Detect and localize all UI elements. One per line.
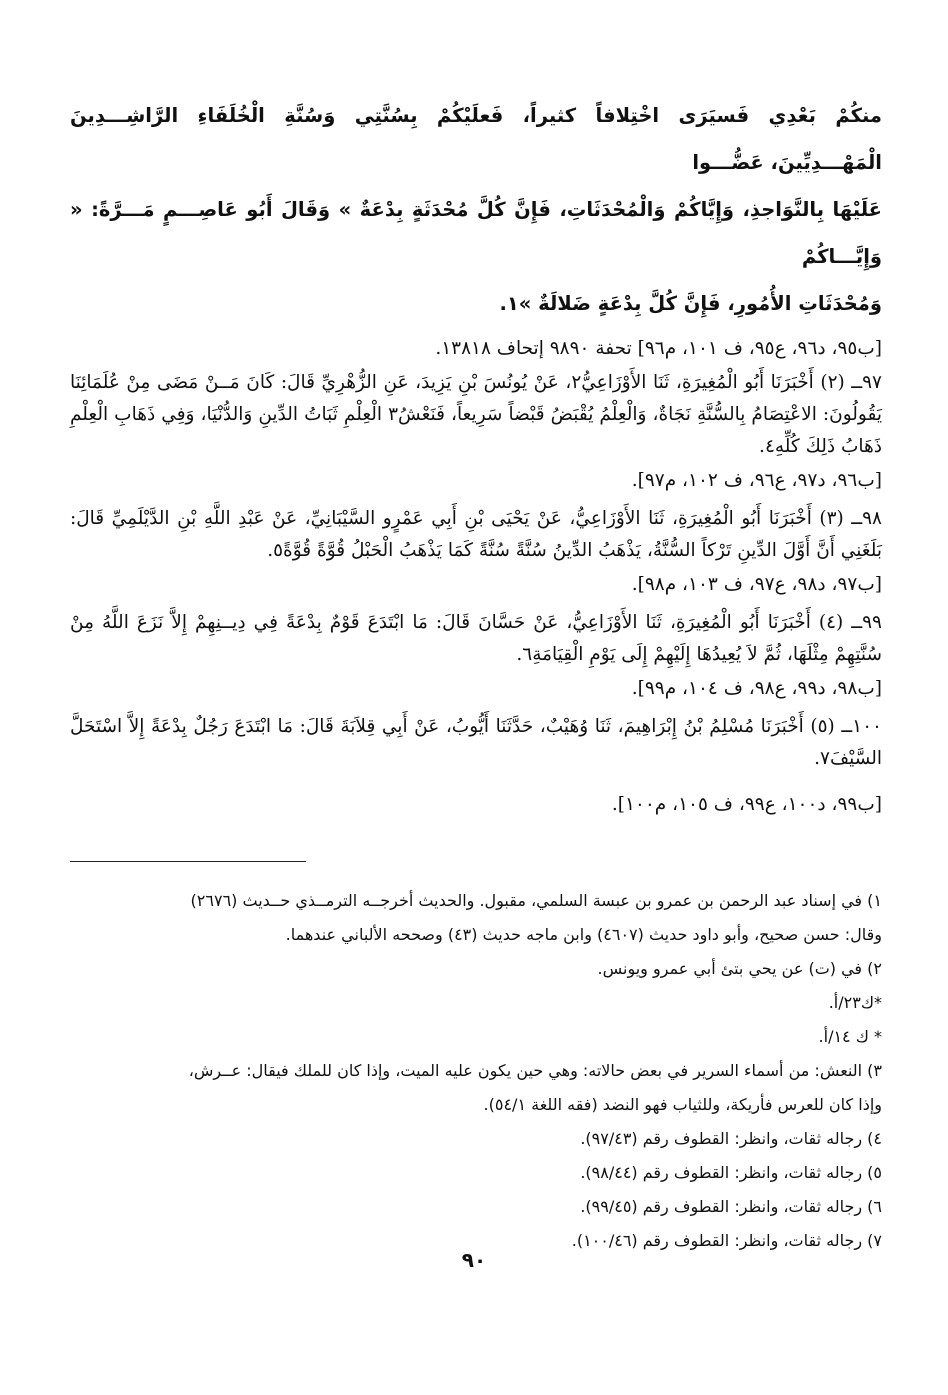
page-number: ٩٠ bbox=[461, 1248, 487, 1272]
hadith-continuation bbox=[70, 92, 882, 327]
page-body bbox=[70, 92, 882, 1258]
text-line: عَلَيْهَا بِالنَّوَاجذِ، وَإِيَّاكُمْ وَالْمُحْدَثَاتِ، فَإِنَّ كُلَّ مُحْدَثَةٍ بِدْعَةٌ » وَقَالَ أَبُو عَاصِـــمٍ مَـــرَّةً: « وَإِيَّـــاكُمْ bbox=[70, 198, 882, 268]
footnote-separator bbox=[70, 861, 306, 862]
hadith-100: ١٠٠ــ (٥) أَخْبَرَنَا مُسْلِمُ بْنُ إِبْرَاهِيمَ، ثَنَا وُهَيْبٌ، حَدَّثَنَا أَيُّوبُ، عَنْ أَبِي قِلاَبَةَ قَالَ: مَا ابْتَدَعَ رَجُلٌ بِدْعَةً إِلاَّ اسْتَحَلَّ السَّيْفَ٧. bbox=[70, 716, 882, 769]
reference-line: [ب٩٦، د٩٧، ع٩٦، ف ١٠٢، م٩٧]. bbox=[631, 470, 882, 491]
footnote-6: ٦) رجاله ثقات، وانظر: القطوف رقم (٩٩/٤٥). bbox=[580, 1197, 882, 1216]
hadith-99: ٩٩ــ (٤) أَخْبَرَنَا أَبُو الْمُغِيرَةِ، ثَنَا الأَوْزَاعِيُّ، عَنْ حَسَّانَ قَالَ: مَا ابْتَدَعَ قَوْمٌ بِدْعَةً فِي دِيــنِهِمْ إِلاَّ نَزَعَ اللَّهُ مِنْ سُنَّتِهِمْ مِثْلَهَا، ثُمَّ لاَ يُعِيدُهَا إِلَيْهِمْ إِلَى يَوْمِ الْقِيَامَةِ٦. bbox=[70, 612, 882, 665]
footnote-1-cont: وقال: حسن صحيح، وأبو داود حديث (٤٦٠٧) وابن ماجه حديث (٤٣) وصححه الألباني عندهما. bbox=[285, 925, 882, 944]
footnote-5: ٥) رجاله ثقات، وانظر: القطوف رقم (٩٨/٤٤). bbox=[580, 1163, 882, 1182]
footnote-3-cont: وإذا كان للعرس فأريكة، وللثياب فهو النضد (فقه اللغة ٥٤/١). bbox=[483, 1095, 882, 1114]
footnote-2: ٢) في (ت) عن يحي بتئ أبي عمرو ويونس. bbox=[597, 959, 882, 978]
text-line: منكُمْ بَعْدِي فَسيَرَى اخْتِلافاً كثيراً، فَعلَيْكُمْ بِسُنَّتِي وَسُنَّةِ الْخُلَفَاءِ الرَّاشِـــدِينَ الْمَهْـــدِيِّينَ، عَضُّـــوا bbox=[70, 104, 882, 174]
hadith-97: ٩٧ــ (٢) أَخْبَرَنَا أَبُو الْمُغِيرَةِ، ثَنَا الأَوْزَاعِيُّ٢، عَنْ يُونُسَ بْنِ يَزِيدَ، عَنِ الزُّهْرِيِّ قَالَ: كَانَ مَــنْ مَضَى مِنْ عُلَمَائِنَا يَقُولُونَ: الاعْتِصَامُ بِالسُّنَّةِ نَجَاةٌ، وَالْعِلْمُ يُقْبَضُ قَبْضاً سَرِيعاً، فَنَعْشُ٣ الْعِلْمِ ثَبَاتُ الدِّينِ وَالدُّنْيَا، وَفِي ذَهَابِ الْعِلْمِ ذَهَابُ ذَلِكَ كُلِّهِ٤. bbox=[70, 372, 882, 457]
footnote-4: ٤) رجاله ثقات، وانظر: القطوف رقم (٩٧/٤٣). bbox=[580, 1129, 882, 1148]
footnotes bbox=[70, 884, 882, 1258]
footnote-7: ٧) رجاله ثقات، وانظر: القطوف رقم (١٠٠/٤٦). bbox=[571, 1231, 882, 1250]
footnote-3: ٣) النعش: من أسماء السرير في بعض حالاته: وهي حين يكون عليه الميت، وإذا كان للملك فيقال: عــرش، bbox=[188, 1061, 882, 1080]
footnote-1: ١) في إسناد عبد الرحمن بن عمرو بن عبسة السلمي، مقبول. والحديث أخرجــه الترمــذي حــديث (٢٦٧٦) bbox=[190, 891, 882, 910]
footnote-separator-wrap bbox=[70, 827, 882, 884]
text-line: وَمُحْدَثَاتِ الأُمُورِ، فَإِنَّ كُلَّ بِدْعَةٍ ضَلالَةٌ »١. bbox=[499, 292, 882, 315]
reference-line: [ب٩٧، د٩٨، ع٩٧، ف ١٠٣، م٩٨]. bbox=[631, 574, 882, 595]
reference-line: [ب٩٨، د٩٩، ع٩٨، ف ١٠٤، م٩٩]. bbox=[631, 678, 882, 699]
footnote-manuscript-k23: *ك٢٣/أ. bbox=[828, 993, 882, 1012]
hadith-98: ٩٨ــ (٣) أَخْبَرَنَا أَبُو الْمُغِيرَةِ، ثَنَا الأَوْزَاعِيُّ، عَنْ يَحْيَى بْنِ أَبِي عَمْرٍو السَّيْبَانِيِّ، عَنْ عَبْدِ اللَّهِ بْنِ الدَّيْلَمِيِّ قَالَ: بَلَغَنِي أَنَّ أَوَّلَ الدِّينِ تَرْكاً السُّنَّةُ، يَذْهَبُ الدِّينُ سُنَّةً سُنَّةً كَمَا يَذْهَبُ الْحَبْلُ قُوَّةً قُوَّةً٥. bbox=[70, 508, 882, 561]
reference-line: [ب٩٩، د١٠٠، ع٩٩، ف ١٠٥، م١٠٠]. bbox=[611, 794, 882, 815]
reference-line: [ب٩٥، د٩٦، ع٩٥، ف ١٠١، م٩٦] تحفة ٩٨٩٠ إتحاف ١٣٨١٨. bbox=[435, 338, 882, 359]
footnote-manuscript-k14: * ك ١٤/أ. bbox=[818, 1027, 882, 1046]
